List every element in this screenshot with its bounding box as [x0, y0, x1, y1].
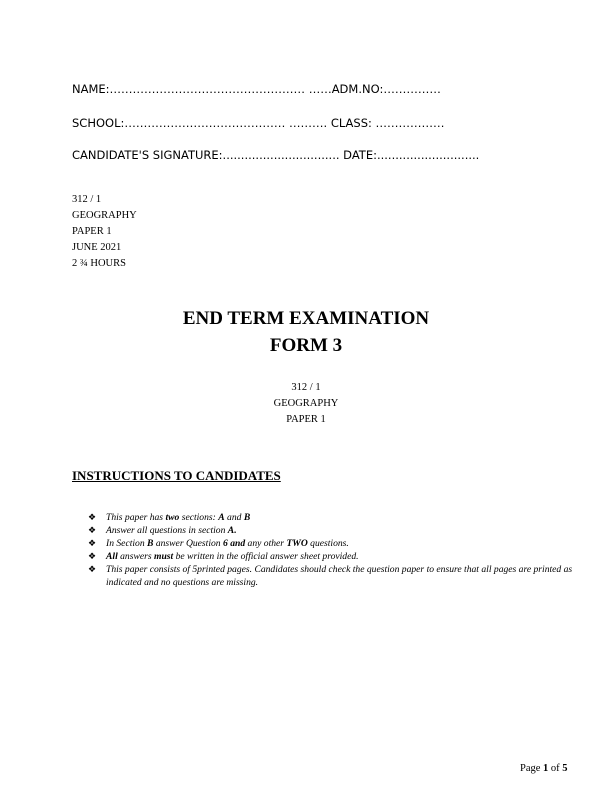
paper-subject: GEOGRAPHY	[72, 210, 137, 221]
of-word: of	[550, 763, 560, 774]
diamond-bullet-icon: ❖	[88, 538, 97, 548]
name-admno-line: NAME:…………………………………………… ……ADM.NO:……………	[72, 82, 441, 96]
instruction-text: sections:	[179, 512, 219, 523]
instruction-item	[88, 511, 580, 524]
instruction-text: This paper consists of 5printed pages. Candidates should check the question paper to ensure that all pages are printed as indicated and no questions are missing.	[106, 564, 573, 588]
instruction-text: questions.	[307, 538, 349, 549]
instruction-text: two	[165, 512, 180, 523]
instruction-item	[88, 550, 580, 563]
page-footer	[520, 763, 568, 774]
paper-date: JUNE 2021	[72, 242, 122, 253]
sub-paper: PAPER 1	[286, 414, 326, 425]
instructions-heading: INSTRUCTIONS TO CANDIDATES	[72, 468, 281, 483]
paper-code: 312 / 1	[72, 194, 102, 205]
instruction-text: any other	[245, 538, 287, 549]
instruction-item	[88, 563, 580, 589]
sub-code: 312 / 1	[291, 382, 321, 393]
paper-number: PAPER 1	[72, 226, 112, 237]
instruction-text: 6 and	[223, 538, 246, 549]
signature-date-line: CANDIDATE'S SIGNATURE:................................ DATE:............................	[72, 148, 480, 162]
instruction-text: Answer all questions in section	[106, 525, 228, 536]
instruction-text: All	[106, 551, 118, 562]
sub-info	[0, 380, 612, 428]
instruction-text: and	[224, 512, 244, 523]
exam-form: FORM 3	[269, 335, 343, 356]
paper-info	[72, 192, 137, 272]
diamond-bullet-icon: ❖	[88, 512, 97, 522]
page-total: 5	[562, 763, 568, 774]
diamond-bullet-icon: ❖	[88, 551, 97, 561]
instruction-text: B	[147, 538, 154, 549]
page-current: 1	[543, 763, 549, 774]
diamond-bullet-icon: ❖	[88, 564, 97, 574]
instruction-text: TWO	[286, 538, 308, 549]
instruction-text: answer Question	[153, 538, 223, 549]
instruction-text: must	[153, 551, 174, 562]
instruction-text: B	[243, 512, 251, 523]
paper-duration: 2 ¾ HOURS	[72, 258, 126, 269]
page-word: Page	[520, 763, 541, 774]
instruction-text: be written in the official answer sheet provided.	[173, 551, 359, 562]
school-class-line: SCHOOL:…………………………………… ………. CLASS: ………………	[72, 116, 445, 130]
diamond-bullet-icon: ❖	[88, 525, 97, 535]
instructions-list	[88, 511, 580, 589]
instruction-item	[88, 537, 580, 550]
instruction-text: answers	[117, 551, 154, 562]
instruction-text: This paper has	[106, 512, 166, 523]
exam-title: END TERM EXAMINATION	[182, 308, 430, 329]
instruction-text: A	[218, 512, 225, 523]
instruction-item	[88, 524, 580, 537]
sub-subject: GEOGRAPHY	[273, 398, 339, 409]
instruction-text: A.	[227, 525, 237, 536]
instruction-text: In Section	[106, 538, 148, 549]
